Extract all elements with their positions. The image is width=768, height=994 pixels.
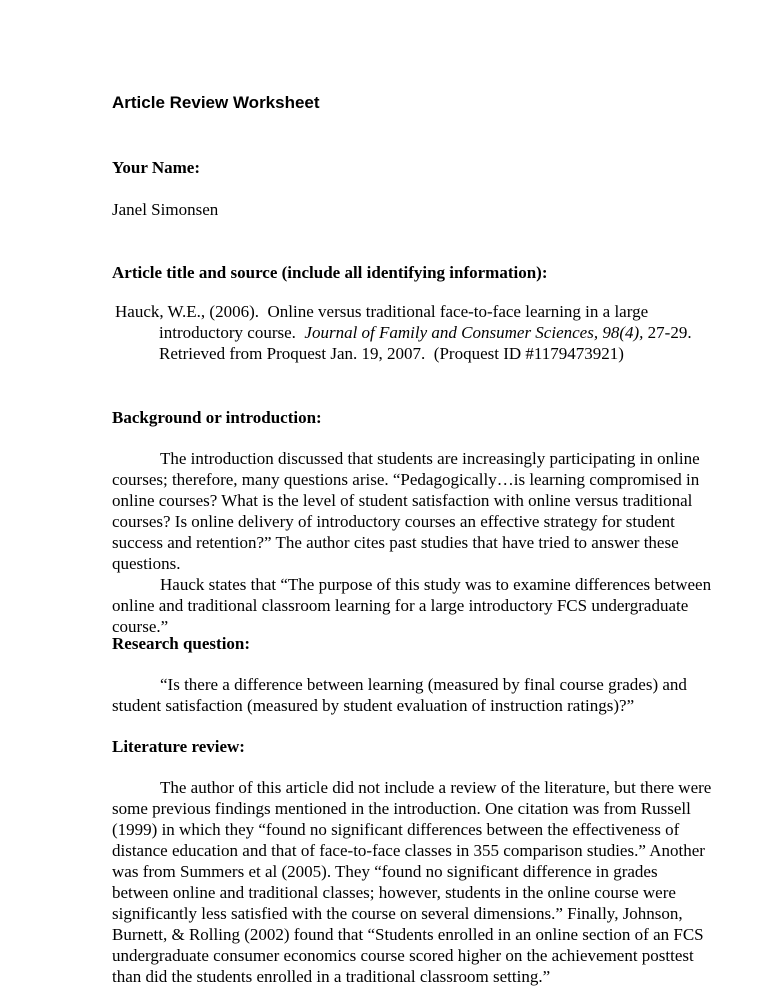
research-body <box>112 674 712 716</box>
article-section <box>112 262 712 283</box>
background-label: Background or introduction: <box>112 408 322 427</box>
background-body <box>112 448 712 637</box>
citation <box>112 301 712 364</box>
literature-paragraph: The author of this article did not include a review of the literature, but there were some previous findings mentioned in the introduction. One citation was from Russell (1999) in which they “found no significant differences between the effectiveness of distance education and that of face-to-face classes in 355 comparison studies.” Another was from Summers et al (2005). They “found no significant difference in grades between online and traditional classes; however, students in the online course were significantly less satisfied with the course on several dimensions.” Finally, Johnson, Burnett, & Rolling (2002) found that “Students enrolled in an online section of an FCS undergraduate consumer economics course scored higher on the achievement posttest than did the students enrolled in a traditional classroom setting.” <box>112 778 712 986</box>
background-paragraph-1: The introduction discussed that students are increasingly participating in online courses; therefore, many questions arise. “Pedagogically…is learning compromised in online courses? What is the level of student satisfaction with online versus traditional courses? Is online delivery of introductory courses an effective strategy for student success and retention?” The author cites past studies that have tried to answer these questions. <box>112 449 700 573</box>
name-label: Your Name: <box>112 158 200 177</box>
literature-body <box>112 777 712 987</box>
research-section <box>112 633 712 654</box>
citation-authors-year: Hauck, W.E., (2006). <box>115 302 260 321</box>
research-label: Research question: <box>112 634 251 653</box>
citation-title: Online versus traditional face-to-face learning in a large introductory course. <box>159 302 653 342</box>
document-title: Article Review Worksheet <box>112 93 320 112</box>
article-label: Article title and source (include all identifying information): <box>112 263 548 282</box>
citation-pages-retrieval: 27-29. Retrieved from Proquest Jan. 19, 2007. (Proquest ID #1179473921) <box>159 323 696 363</box>
name-value: Janel Simonsen <box>112 200 219 219</box>
citation-journal: Journal of Family and Consumer Sciences, 98(4), <box>304 323 644 342</box>
citation-block <box>112 301 712 364</box>
name-section <box>112 157 712 178</box>
research-paragraph: “Is there a difference between learning (measured by final course grades) and student satisfaction (measured by student evaluation of instruction ratings)?” <box>112 675 687 715</box>
background-paragraph-2: Hauck states that “The purpose of this study was to examine differences between online and traditional classroom learning for a large introductory FCS undergraduate course.” <box>112 575 712 636</box>
background-section <box>112 407 712 428</box>
literature-section <box>112 736 712 757</box>
name-value-block <box>112 199 712 220</box>
literature-label: Literature review: <box>112 737 245 756</box>
